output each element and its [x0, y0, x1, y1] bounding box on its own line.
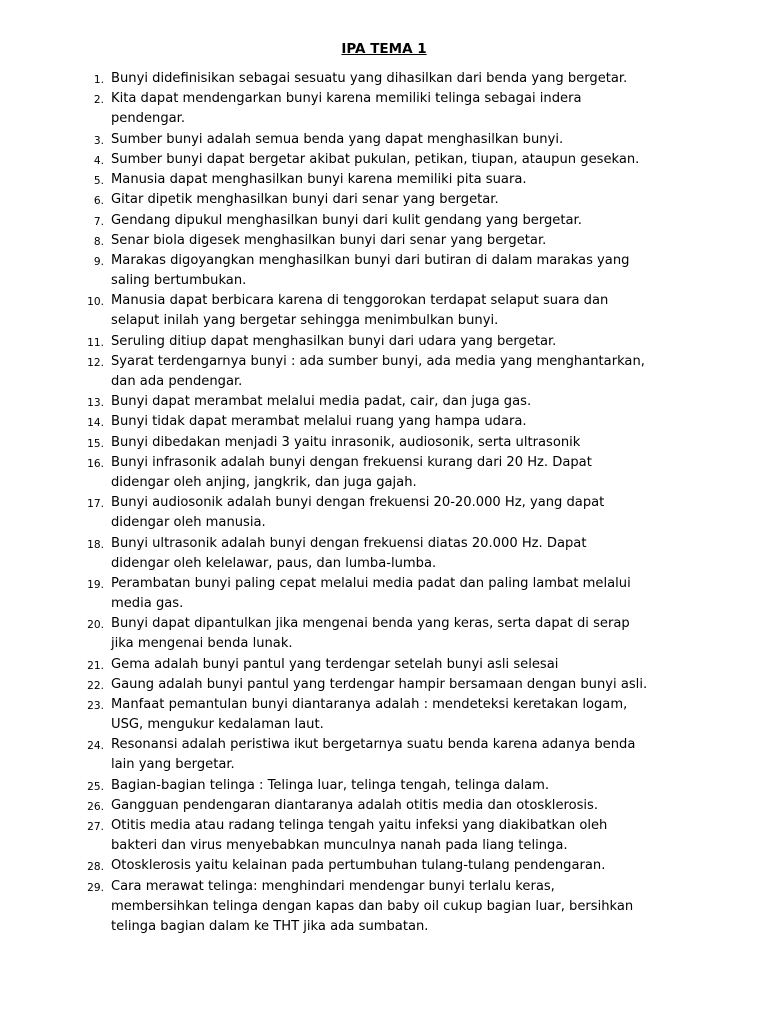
list-item-text-line: Manfaat pemantulan bunyi diantaranya adalah : mendeteksi keretakan logam,: [111, 697, 628, 712]
list-item: [0, 392, 686, 412]
list-item-text-line: Bunyi dapat merambat melalui media padat, cair, dan juga gas.: [111, 394, 532, 410]
list-item: [0, 211, 686, 231]
list-item: [0, 251, 686, 291]
list-item-number: 6.: [93, 195, 104, 208]
list-item-text-line: Bunyi dapat dipantulkan jika mengenai benda yang keras, serta dapat di serap: [111, 616, 630, 632]
list-item-text-line: media gas.: [111, 595, 184, 611]
list-item-text-line: USG, mengukur kedalaman laut.: [111, 717, 324, 733]
list-item-number: 7.: [93, 215, 104, 228]
list-item: [0, 493, 686, 533]
list-item-text-line: Bunyi dibedakan menjadi 3 yaitu inrasonik, audiosonik, serta ultrasonik: [111, 434, 581, 450]
list-item-number: 15.: [87, 437, 104, 450]
list-item-number: 5.: [93, 175, 104, 188]
list-item: [0, 574, 686, 614]
list-item: [0, 433, 686, 453]
list-item: [0, 614, 686, 654]
list-item-text-line: didengar oleh kelelawar, paus, dan lumba-lumba.: [111, 555, 437, 571]
list-item-number: 29.: [87, 881, 104, 894]
list-item-text-line: Bunyi audiosonik adalah bunyi dengan frekuensi 20-20.000 Hz, yang dapat: [111, 495, 605, 511]
numbered-list: [0, 69, 768, 937]
list-item-number: 8.: [93, 235, 104, 248]
list-item-text-line: bakteri dan virus menyebabkan munculnya nanah pada liang telinga.: [111, 838, 568, 854]
list-item: [0, 695, 686, 735]
list-item-text-line: jika mengenai benda lunak.: [111, 636, 293, 652]
list-item-number: 21.: [87, 659, 104, 672]
list-item-text-line: Bunyi infrasonik adalah bunyi dengan frekuensi kurang dari 20 Hz. Dapat: [111, 454, 592, 470]
list-item-text-line: membersihkan telinga dengan kapas dan baby oil cukup bagian luar, bersihkan: [111, 898, 634, 914]
list-item-text-line: Bunyi didefinisikan sebagai sesuatu yang dihasilkan dari benda yang bergetar.: [111, 71, 628, 86]
list-item: [0, 735, 686, 775]
list-item-text-line: Sumber bunyi adalah semua benda yang dapat menghasilkan bunyi.: [111, 131, 564, 147]
list-item: [0, 352, 686, 392]
list-item-text-line: Otosklerosis yaitu kelainan pada pertumbuhan tulang-tulang pendengaran.: [111, 858, 606, 874]
list-item: [0, 816, 686, 856]
list-item-number: 28.: [87, 861, 104, 874]
list-item-number: 20.: [87, 619, 104, 632]
list-item-number: 10.: [87, 296, 104, 309]
list-item-text-line: saling bertumbukan.: [111, 273, 247, 289]
list-item-number: 1.: [93, 74, 104, 86]
list-item-text-line: lain yang bergetar.: [111, 757, 235, 773]
list-item: [0, 796, 686, 816]
list-item-number: 4.: [93, 154, 104, 167]
list-item: [0, 170, 686, 190]
list-item-number: 24.: [87, 740, 104, 753]
list-item-text-line: dan ada pendengar.: [111, 373, 243, 389]
list-item-text-line: Manusia dapat berbicara karena di tenggorokan terdapat selaput suara dan: [111, 293, 609, 309]
list-item-number: 19.: [87, 578, 104, 591]
list-item: [0, 675, 686, 695]
list-item-text-line: pendengar.: [111, 111, 186, 127]
document-title: [0, 39, 768, 59]
list-item: [0, 69, 686, 89]
list-item-number: 12.: [87, 356, 104, 369]
list-item-text-line: Marakas digoyangkan menghasilkan bunyi dari butiran di dalam marakas yang: [111, 252, 630, 268]
list-item-text-line: Kita dapat mendengarkan bunyi karena memiliki telinga sebagai indera: [111, 91, 582, 107]
list-item-text-line: Manusia dapat menghasilkan bunyi karena memiliki pita suara.: [111, 172, 527, 188]
list-item-number: 13.: [87, 397, 104, 410]
list-item-text-line: selaput inilah yang bergetar sehingga menimbulkan bunyi.: [111, 313, 499, 329]
list-item-number: 22.: [87, 679, 104, 692]
list-item: [0, 877, 686, 937]
list-item-text-line: Syarat terdengarnya bunyi : ada sumber bunyi, ada media yang menghantarkan,: [111, 353, 645, 369]
list-item-text-line: Gangguan pendengaran diantaranya adalah otitis media dan otosklerosis.: [111, 797, 599, 813]
list-item: [0, 534, 686, 574]
document-title-text: IPA TEMA 1: [341, 41, 427, 57]
list-item-text-line: Sumber bunyi dapat bergetar akibat pukulan, petikan, tiupan, ataupun gesekan.: [111, 151, 640, 167]
list-item: [0, 332, 686, 352]
list-item-text-line: Otitis media atau radang telinga tengah yaitu infeksi yang diakibatkan oleh: [111, 818, 608, 834]
list-item-number: 9.: [93, 255, 104, 268]
list-item-number: 26.: [87, 800, 104, 813]
list-item: [0, 190, 686, 210]
list-item-number: 14.: [87, 417, 104, 430]
list-item-text-line: Gitar dipetik menghasilkan bunyi dari senar yang bergetar.: [111, 192, 499, 208]
list-item-number: 2.: [93, 94, 104, 107]
list-item-text-line: Resonansi adalah peristiwa ikut bergetarnya suatu benda karena adanya benda: [111, 737, 636, 753]
list-item: [0, 453, 686, 493]
list-item-text-line: Senar biola digesek menghasilkan bunyi dari senar yang bergetar.: [111, 232, 547, 248]
list-item-number: 16.: [87, 457, 104, 470]
list-item-number: 23.: [87, 700, 104, 712]
list-item-text-line: Cara merawat telinga: menghindari mendengar bunyi terlalu keras,: [111, 878, 555, 894]
list-item-number: 25.: [87, 780, 104, 793]
list-item: [0, 856, 686, 876]
list-item-text-line: Gaung adalah bunyi pantul yang terdengar hampir bersamaan dengan bunyi asli.: [111, 676, 648, 692]
list-item-text-line: Gendang dipukul menghasilkan bunyi dari kulit gendang yang bergetar.: [111, 212, 582, 228]
list-item-text-line: Bunyi ultrasonik adalah bunyi dengan frekuensi diatas 20.000 Hz. Dapat: [111, 535, 587, 551]
list-item-text-line: Bagian-bagian telinga : Telinga luar, telinga tengah, telinga dalam.: [111, 777, 550, 793]
list-item-text-line: Gema adalah bunyi pantul yang terdengar setelah bunyi asli selesai: [111, 656, 559, 672]
list-item-text-line: didengar oleh manusia.: [111, 515, 266, 531]
list-item: [0, 89, 686, 129]
list-item: [0, 231, 686, 251]
list-item: [0, 150, 686, 170]
list-item-text-line: Bunyi tidak dapat merambat melalui ruang yang hampa udara.: [111, 414, 527, 430]
list-item: [0, 130, 686, 150]
list-item-text-line: Perambatan bunyi paling cepat melalui media padat dan paling lambat melalui: [111, 575, 631, 591]
list-item-number: 11.: [87, 336, 104, 349]
list-item-text-line: telinga bagian dalam ke THT jika ada sumbatan.: [111, 918, 429, 934]
list-item: [0, 412, 686, 432]
list-item: [0, 655, 686, 675]
list-item-text-line: didengar oleh anjing, jangkrik, dan juga gajah.: [111, 474, 417, 490]
list-item-number: 3.: [93, 134, 104, 147]
list-item-number: 27.: [87, 821, 104, 834]
list-item-number: 17.: [87, 498, 104, 511]
list-item-text-line: Seruling ditiup dapat menghasilkan bunyi dari udara yang bergetar.: [111, 333, 557, 349]
list-item: [0, 291, 686, 331]
list-item: [0, 776, 686, 796]
list-item-number: 18.: [87, 538, 104, 551]
